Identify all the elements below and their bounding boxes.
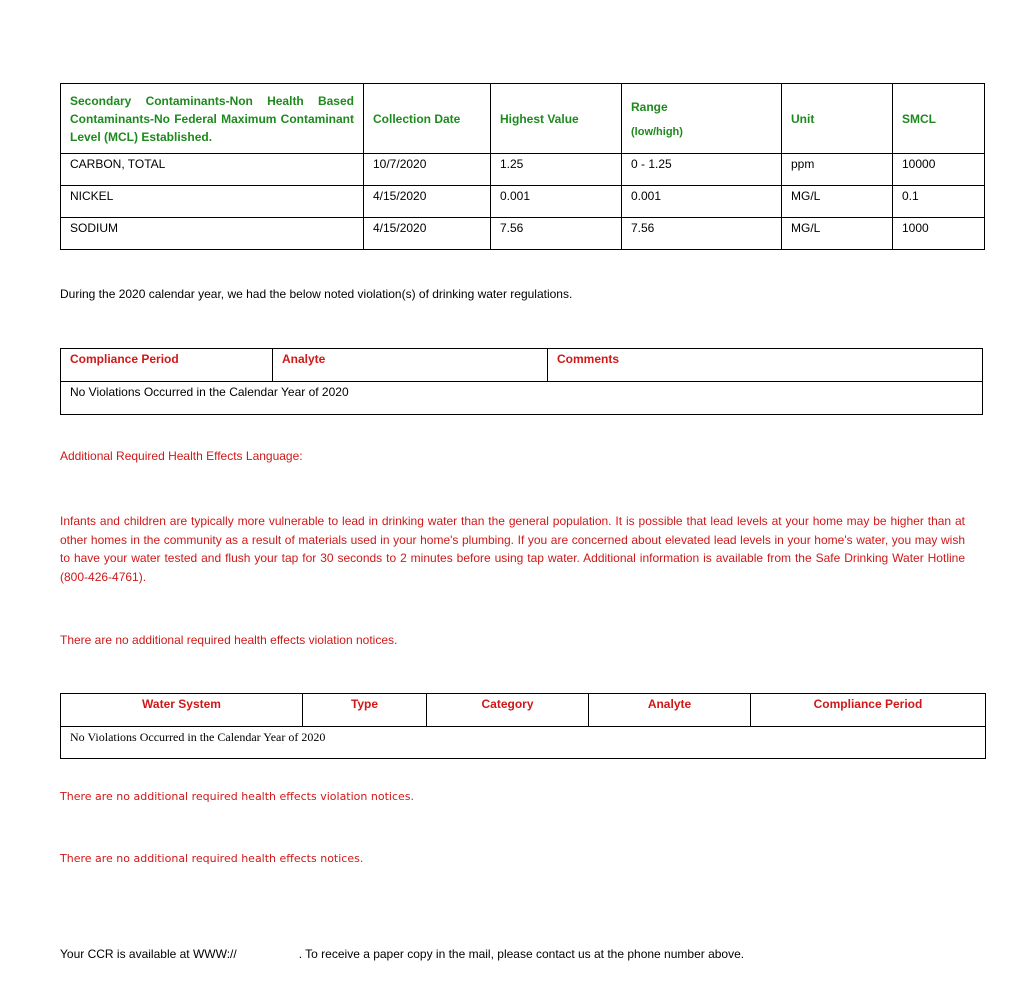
secondary-contaminants-table (60, 83, 985, 250)
table-row (61, 154, 985, 186)
contaminant-name: CARBON, TOTAL (61, 154, 364, 186)
no-violation-notices-text: There are no additional required health effects violation notices. (60, 633, 398, 647)
table-row (61, 382, 983, 415)
water-system-violations-table (60, 693, 986, 759)
no-violations-message: No Violations Occurred in the Calendar Year of 2020 (61, 382, 983, 415)
violations-table (60, 348, 983, 415)
range-value: 0.001 (622, 186, 782, 218)
no-violation-notices-text: There are no additional required health effects violation notices. (60, 790, 414, 803)
range-header-label: Range (631, 99, 668, 114)
collection-date-header: Collection Date (364, 84, 491, 154)
collection-date: 10/7/2020 (364, 154, 491, 186)
collection-date: 4/15/2020 (364, 218, 491, 250)
violation-intro-text: During the 2020 calendar year, we had the below noted violation(s) of drinking water regulations. (60, 287, 573, 301)
ccr-prefix: Your CCR is available at WWW:// (60, 947, 237, 961)
smcl-value: 10000 (893, 154, 985, 186)
range-header (622, 84, 782, 154)
range-value: 0 - 1.25 (622, 154, 782, 186)
highest-value: 0.001 (491, 186, 622, 218)
contaminant-name: SODIUM (61, 218, 364, 250)
no-health-effects-notices-text: There are no additional required health effects notices. (60, 852, 364, 865)
contaminant-header: Secondary Contaminants-Non Health Based Contaminants-No Federal Maximum Contaminant Level (MCL) Established. (61, 84, 364, 154)
smcl-value: 0.1 (893, 186, 985, 218)
health-effects-heading: Additional Required Health Effects Language: (60, 449, 303, 463)
smcl-value: 1000 (893, 218, 985, 250)
compliance-period-header: Compliance Period (751, 694, 986, 727)
comments-header: Comments (548, 349, 983, 382)
collection-date: 4/15/2020 (364, 186, 491, 218)
unit-value: ppm (782, 154, 893, 186)
no-violations-message: No Violations Occurred in the Calendar Year of 2020 (61, 727, 986, 759)
analyte-header: Analyte (589, 694, 751, 727)
unit-header: Unit (782, 84, 893, 154)
water-system-table-header-row (61, 694, 986, 727)
table-row (61, 727, 986, 759)
table-row (61, 218, 985, 250)
unit-value: MG/L (782, 218, 893, 250)
compliance-period-header: Compliance Period (61, 349, 273, 382)
smcl-header: SMCL (893, 84, 985, 154)
violations-table-header-row (61, 349, 983, 382)
secondary-table-header-row (61, 84, 985, 154)
lead-health-effects-paragraph: Infants and children are typically more vulnerable to lead in drinking water than the general population. It is possible that lead levels at your home may be higher than at other homes in the community as a result of materials used in your home's plumbing. If you are concerned about elevated lead levels in your home's water, you may wish to have your water tested and flush your tap for 30 seconds to 2 minutes before using tap water. Additional information is available from the Safe Drinking Water Hotline (800-426-4761). (60, 514, 965, 584)
contaminant-name: NICKEL (61, 186, 364, 218)
unit-value: MG/L (782, 186, 893, 218)
highest-value-header: Highest Value (491, 84, 622, 154)
ccr-suffix: . To receive a paper copy in the mail, please contact us at the phone number above. (298, 947, 745, 961)
ccr-availability-line (60, 947, 744, 961)
category-header: Category (427, 694, 589, 727)
range-value: 7.56 (622, 218, 782, 250)
highest-value: 7.56 (491, 218, 622, 250)
range-header-sublabel: (low/high) (631, 125, 683, 138)
highest-value: 1.25 (491, 154, 622, 186)
type-header: Type (303, 694, 427, 727)
table-row (61, 186, 985, 218)
analyte-header: Analyte (273, 349, 548, 382)
water-system-header: Water System (61, 694, 303, 727)
